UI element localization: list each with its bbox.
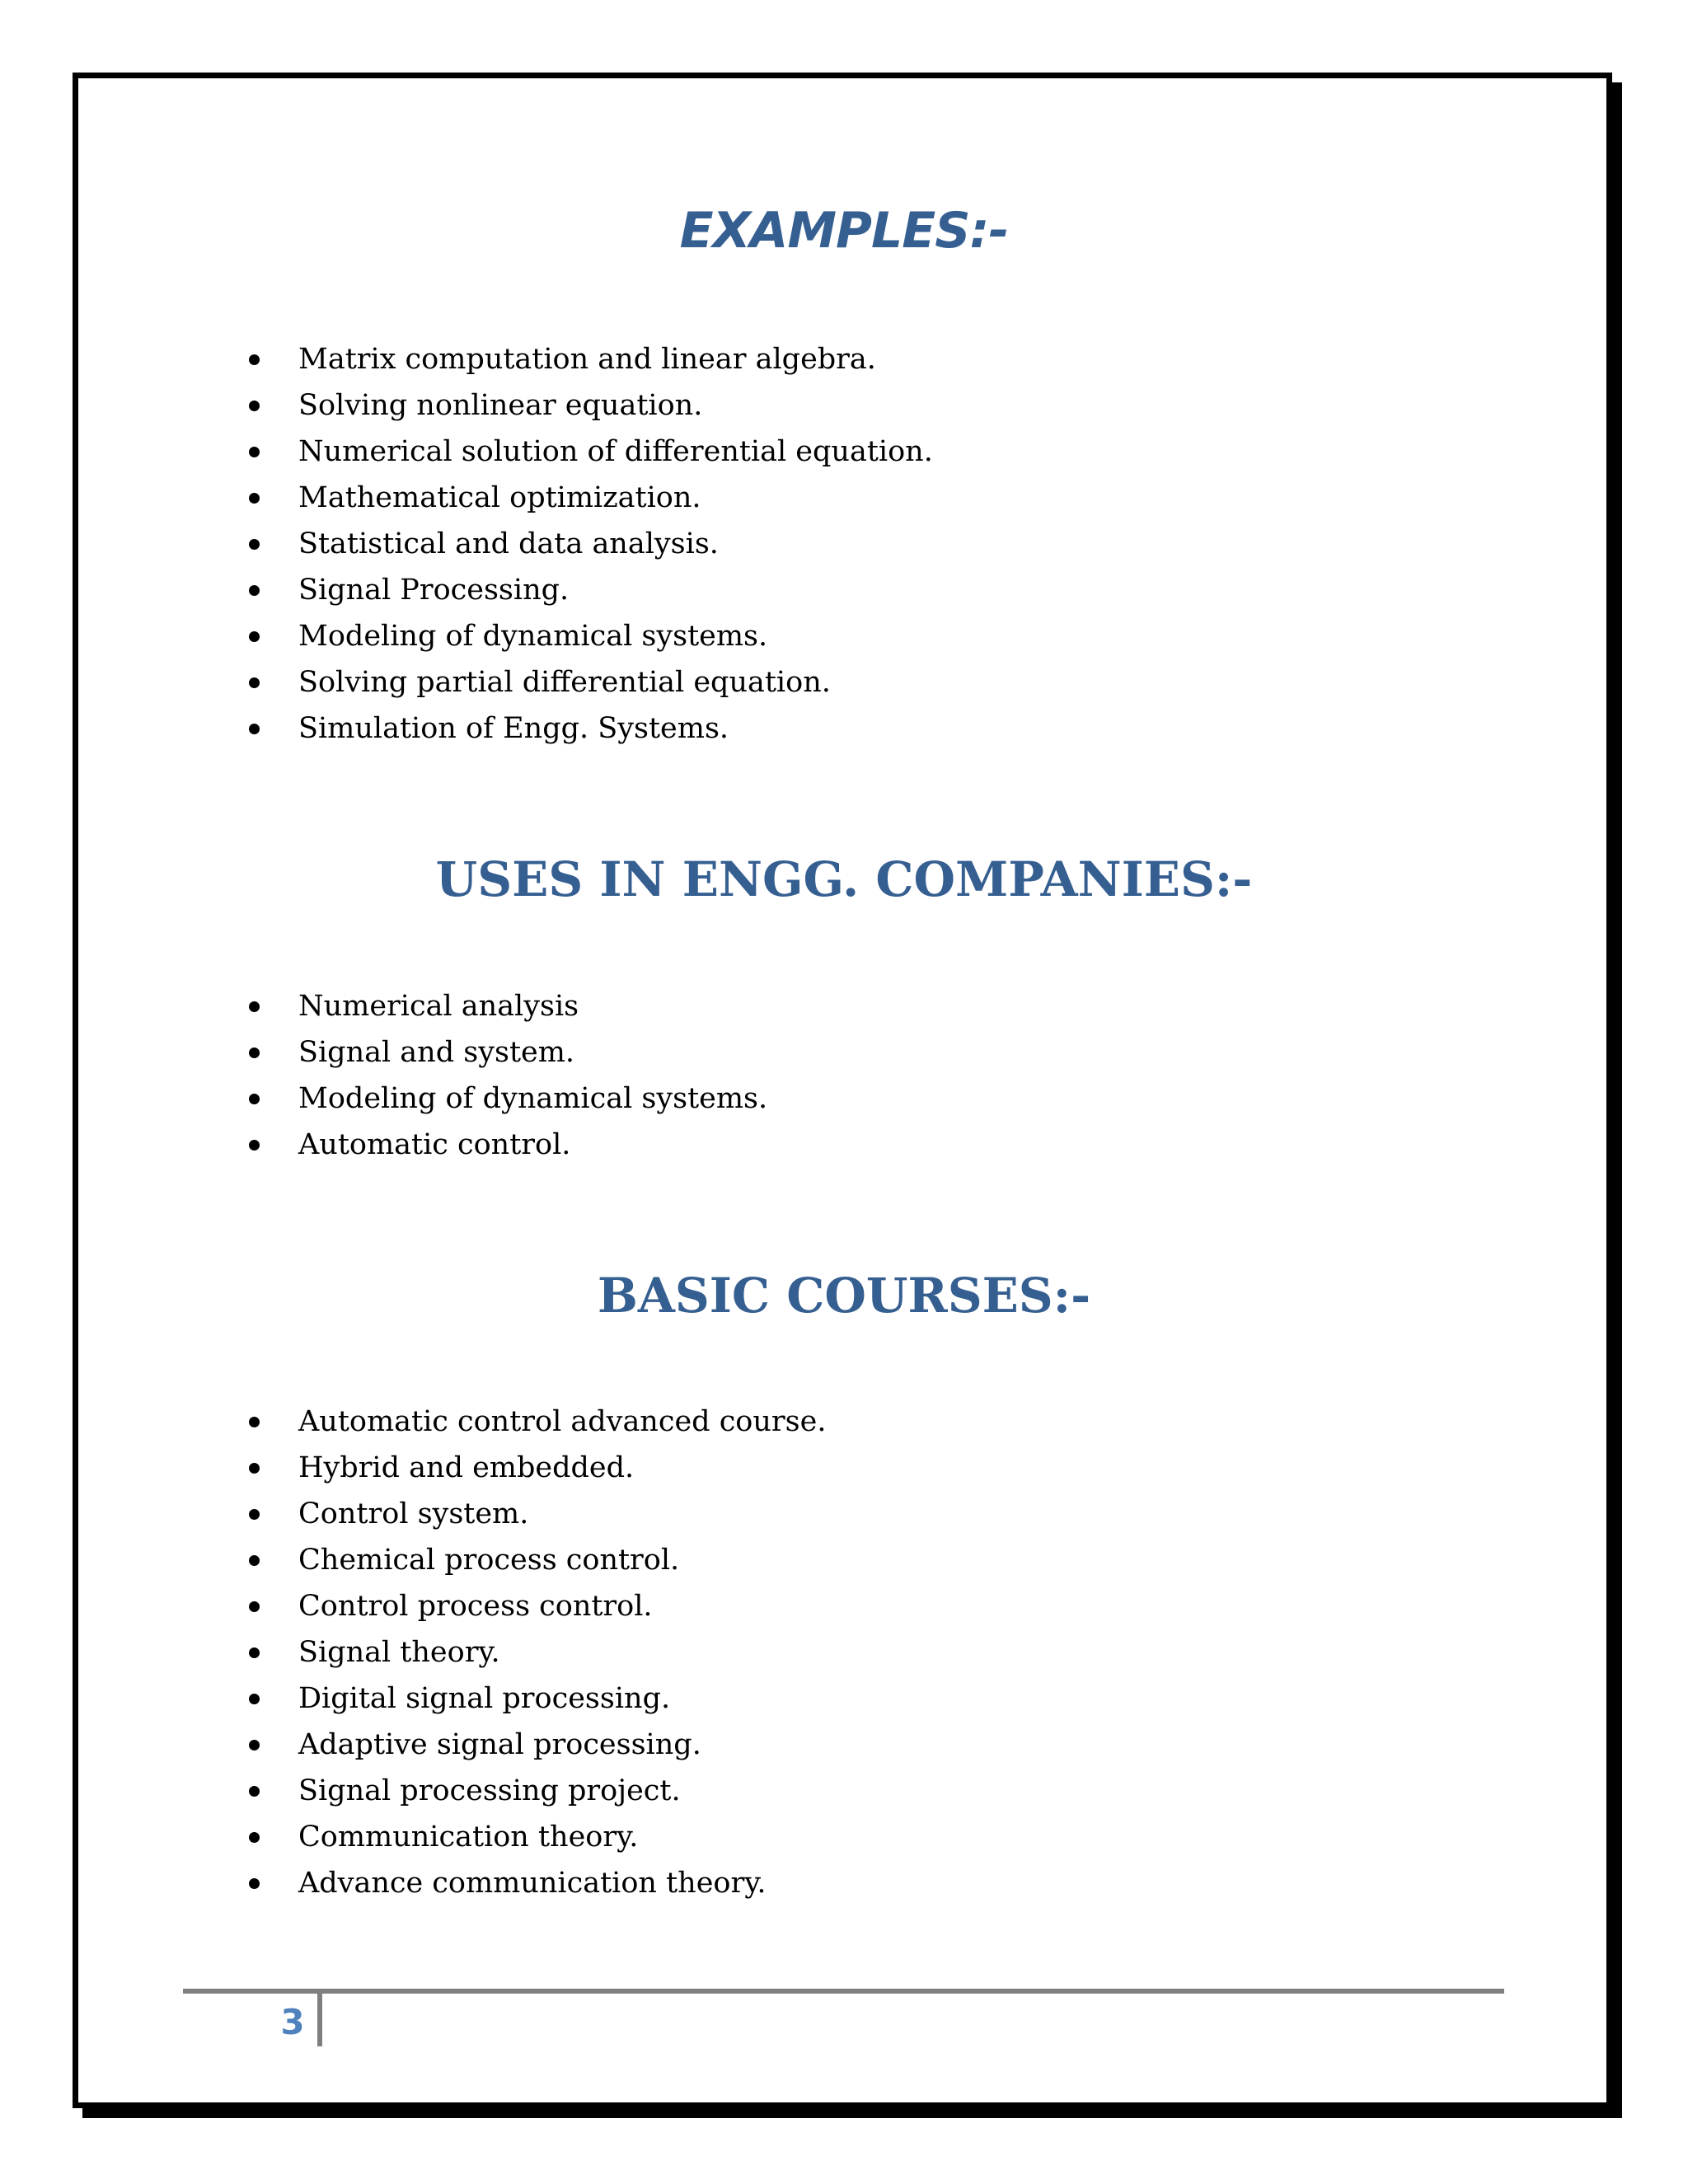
bullet-icon <box>249 1001 260 1012</box>
list-item <box>247 1860 826 1906</box>
list-item <box>247 1076 767 1122</box>
list-item <box>247 1122 767 1168</box>
bullet-icon <box>249 493 260 504</box>
list-item <box>247 659 933 705</box>
list-item-text: Digital signal processing. <box>298 1682 671 1715</box>
bullet-icon <box>249 1094 260 1104</box>
list-item <box>247 567 933 613</box>
list-item <box>247 429 933 475</box>
bullet-icon <box>249 631 260 642</box>
bullet-icon <box>249 1601 260 1612</box>
bullet-icon <box>249 1555 260 1566</box>
bullet-icon <box>249 1878 260 1889</box>
list-item <box>247 1399 826 1445</box>
list-item-text: Automatic control advanced course. <box>298 1405 827 1438</box>
bullet-icon <box>249 1740 260 1750</box>
bullet-icon <box>249 677 260 688</box>
list-item-text: Matrix computation and linear algebra. <box>298 343 876 376</box>
list-item-text: Adaptive signal processing. <box>298 1728 701 1761</box>
bullet-icon <box>249 1786 260 1797</box>
list-item-text: Signal processing project. <box>298 1774 681 1807</box>
list-item <box>247 382 933 429</box>
list-item-text: Communication theory. <box>298 1821 639 1854</box>
list-item-text: Hybrid and embedded. <box>298 1451 635 1484</box>
list-item-text: Automatic control. <box>298 1128 571 1161</box>
list-item <box>247 1537 826 1583</box>
bullet-icon <box>249 1694 260 1704</box>
footer-divider <box>317 1989 322 2046</box>
bullet-icon <box>249 1832 260 1843</box>
page-number: 3 <box>280 2002 305 2042</box>
bullet-icon <box>249 724 260 734</box>
list-item-text: Control system. <box>298 1497 529 1530</box>
list-item <box>247 613 933 659</box>
list-item <box>247 475 933 521</box>
list-item-text: Chemical process control. <box>298 1544 680 1577</box>
list-item <box>247 521 933 567</box>
bullet-icon <box>249 1140 260 1151</box>
bullet-icon <box>249 585 260 596</box>
list-item <box>247 1583 826 1629</box>
list-item-text: Numerical solution of differential equation. <box>298 435 933 468</box>
bullet-icon <box>249 401 260 411</box>
list-item-text: Modeling of dynamical systems. <box>298 620 768 653</box>
list-item-text: Solving nonlinear equation. <box>298 389 703 422</box>
list-item-text: Numerical analysis <box>298 990 579 1023</box>
list-item <box>247 1768 826 1814</box>
list-item-text: Solving partial differential equation. <box>298 666 831 699</box>
list-item-text: Signal Processing. <box>298 574 570 607</box>
list-item-text: Signal and system. <box>298 1036 575 1069</box>
bullet-icon <box>249 1463 260 1474</box>
list-item <box>247 1722 826 1768</box>
list-item-text: Signal theory. <box>298 1636 500 1669</box>
list-item <box>247 1675 826 1722</box>
uses-heading: USES IN ENGG. COMPANIES:- <box>435 851 1253 907</box>
list-item <box>247 1629 826 1675</box>
list-item-text: Modeling of dynamical systems. <box>298 1082 768 1115</box>
examples-heading: EXAMPLES:- <box>679 202 1009 260</box>
list-item <box>247 1814 826 1860</box>
courses-heading: BASIC COURSES:- <box>597 1268 1091 1324</box>
bullet-icon <box>249 447 260 457</box>
list-item <box>247 1029 767 1076</box>
courses-list <box>247 1399 826 1906</box>
bullet-icon <box>249 1417 260 1427</box>
bullet-icon <box>249 539 260 550</box>
list-item-text: Advance communication theory. <box>298 1867 767 1900</box>
bullet-icon <box>249 1047 260 1058</box>
list-item-text: Statistical and data analysis. <box>298 527 719 560</box>
list-item <box>247 1445 826 1491</box>
bullet-icon <box>249 1509 260 1520</box>
bullet-icon <box>249 354 260 365</box>
list-item <box>247 705 933 752</box>
footer-rule <box>183 1989 1504 1994</box>
bullet-icon <box>249 1647 260 1658</box>
examples-list <box>247 336 933 752</box>
uses-list <box>247 983 767 1168</box>
list-item <box>247 983 767 1029</box>
list-item-text: Simulation of Engg. Systems. <box>298 712 729 745</box>
list-item <box>247 1491 826 1537</box>
list-item <box>247 336 933 382</box>
list-item-text: Control process control. <box>298 1590 653 1623</box>
list-item-text: Mathematical optimization. <box>298 481 701 514</box>
